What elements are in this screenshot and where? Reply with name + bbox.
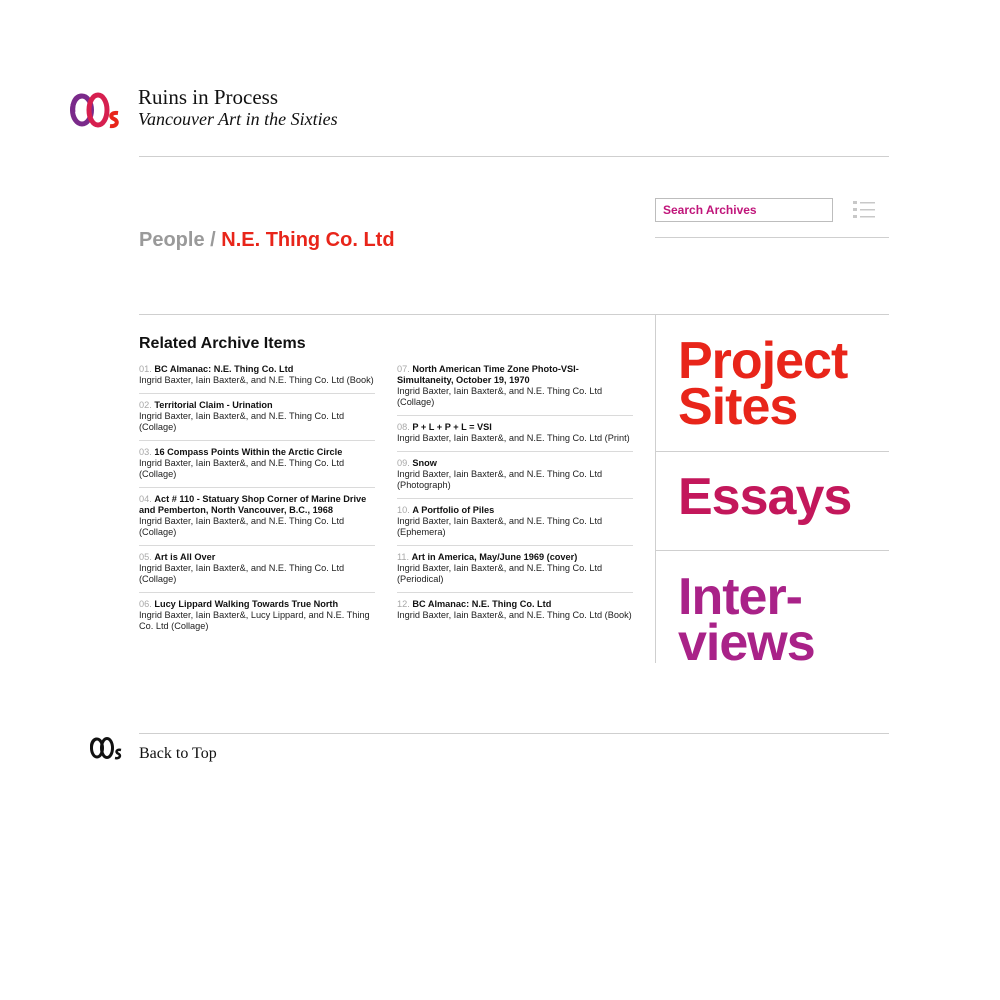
item-meta: Ingrid Baxter, Iain Baxter&, and N.E. Thing Co. Ltd (Collage) bbox=[139, 458, 345, 479]
list-item[interactable] bbox=[139, 552, 375, 593]
site-title-main: Ruins in Process bbox=[138, 85, 279, 109]
item-title[interactable]: P + L + P + L = VSI bbox=[412, 422, 492, 432]
nav-interviews-line2: views bbox=[678, 614, 815, 672]
item-meta: Ingrid Baxter, Iain Baxter&, and N.E. Thing Co. Ltd (Collage) bbox=[139, 516, 345, 537]
site-title[interactable] bbox=[138, 86, 338, 130]
logo-svg bbox=[70, 86, 120, 130]
breadcrumb-current: N.E. Thing Co. Ltd bbox=[221, 229, 395, 251]
list-item[interactable] bbox=[139, 494, 375, 546]
nav-divider-2 bbox=[656, 550, 889, 551]
list-item[interactable] bbox=[397, 458, 633, 499]
list-item[interactable] bbox=[139, 364, 375, 394]
60s-logo-icon[interactable] bbox=[70, 86, 120, 130]
list-item[interactable] bbox=[397, 599, 633, 628]
item-number: 01. bbox=[139, 364, 152, 374]
item-title[interactable]: Territorial Claim - Urination bbox=[154, 400, 273, 410]
list-menu-icon[interactable] bbox=[853, 200, 875, 220]
item-meta: Ingrid Baxter, Iain Baxter&, and N.E. Thing Co. Ltd (Book) bbox=[397, 610, 632, 620]
item-title[interactable]: Act # 110 - Statuary Shop Corner of Marine Drive and Pemberton, North Vancouver, B.C., 1968 bbox=[139, 494, 367, 515]
60s-footer-logo-icon[interactable] bbox=[90, 734, 122, 760]
item-title[interactable]: Snow bbox=[412, 458, 437, 468]
item-title[interactable]: Art is All Over bbox=[154, 552, 216, 562]
back-to-top-link[interactable]: Back to Top bbox=[139, 745, 217, 762]
item-number: 12. bbox=[397, 599, 410, 609]
nav-interviews-line1: Inter- bbox=[678, 568, 802, 626]
item-title[interactable]: Art in America, May/June 1969 (cover) bbox=[411, 552, 578, 562]
list-item[interactable] bbox=[397, 505, 633, 546]
nav-divider-1 bbox=[656, 451, 889, 452]
list-menu-svg bbox=[853, 200, 875, 220]
item-title[interactable]: A Portfolio of Piles bbox=[412, 505, 495, 515]
footer-divider bbox=[139, 733, 889, 734]
nav-essays-label: Essays bbox=[678, 468, 852, 526]
nav-project-sites[interactable] bbox=[678, 332, 848, 436]
item-number: 06. bbox=[139, 599, 152, 609]
item-meta: Ingrid Baxter, Iain Baxter&, and N.E. Thing Co. Ltd (Ephemera) bbox=[397, 516, 603, 537]
item-meta: Ingrid Baxter, Iain Baxter&, and N.E. Thing Co. Ltd (Periodical) bbox=[397, 563, 603, 584]
list-item[interactable] bbox=[139, 400, 375, 441]
header-divider bbox=[139, 156, 889, 157]
list-item[interactable] bbox=[397, 552, 633, 593]
item-meta: Ingrid Baxter, Iain Baxter&, and N.E. Thing Co. Ltd (Book) bbox=[139, 375, 374, 385]
item-title[interactable]: North American Time Zone Photo-VSI-Simultaneity, October 19, 1970 bbox=[397, 364, 579, 385]
site-subtitle: Vancouver Art in the Sixties bbox=[138, 109, 338, 129]
list-item[interactable] bbox=[139, 447, 375, 488]
item-number: 11. bbox=[397, 552, 410, 562]
breadcrumb bbox=[139, 229, 395, 252]
item-meta: Ingrid Baxter, Iain Baxter&, and N.E. Thing Co. Ltd (Photograph) bbox=[397, 469, 603, 490]
search-divider bbox=[655, 237, 889, 238]
list-item[interactable] bbox=[397, 364, 633, 416]
item-number: 07. bbox=[397, 364, 410, 374]
item-number: 03. bbox=[139, 447, 152, 457]
item-number: 08. bbox=[397, 422, 410, 432]
item-meta: Ingrid Baxter, Iain Baxter&, Lucy Lippard, and N.E. Thing Co. Ltd (Collage) bbox=[139, 610, 370, 631]
related-heading: Related Archive Items bbox=[139, 335, 306, 352]
nav-interviews[interactable] bbox=[678, 568, 815, 672]
related-list-left bbox=[139, 364, 375, 645]
nav-project-line1: Project bbox=[678, 332, 848, 390]
nav-vertical-divider bbox=[655, 315, 656, 663]
list-item[interactable] bbox=[139, 599, 375, 639]
item-title[interactable]: BC Almanac: N.E. Thing Co. Ltd bbox=[412, 599, 552, 609]
content-divider bbox=[139, 314, 889, 315]
item-meta: Ingrid Baxter, Iain Baxter&, and N.E. Thing Co. Ltd (Collage) bbox=[397, 386, 603, 407]
item-number: 02. bbox=[139, 400, 152, 410]
item-number: 05. bbox=[139, 552, 152, 562]
item-title[interactable]: BC Almanac: N.E. Thing Co. Ltd bbox=[154, 364, 294, 374]
nav-project-line2: Sites bbox=[678, 378, 798, 436]
item-meta: Ingrid Baxter, Iain Baxter&, and N.E. Thing Co. Ltd (Collage) bbox=[139, 563, 345, 584]
list-item[interactable] bbox=[397, 422, 633, 452]
item-number: 04. bbox=[139, 494, 152, 504]
item-number: 10. bbox=[397, 505, 410, 515]
breadcrumb-people[interactable]: People bbox=[139, 229, 205, 251]
item-title[interactable]: Lucy Lippard Walking Towards True North bbox=[154, 599, 339, 609]
nav-essays[interactable] bbox=[678, 468, 852, 526]
breadcrumb-separator: / bbox=[204, 229, 222, 251]
related-list-right bbox=[397, 364, 633, 634]
item-number: 09. bbox=[397, 458, 410, 468]
item-title[interactable]: 16 Compass Points Within the Arctic Circle bbox=[154, 447, 343, 457]
footer-logo-svg bbox=[90, 734, 122, 760]
item-meta: Ingrid Baxter, Iain Baxter&, and N.E. Thing Co. Ltd (Print) bbox=[397, 433, 630, 443]
search-input[interactable] bbox=[655, 198, 833, 222]
item-meta: Ingrid Baxter, Iain Baxter&, and N.E. Thing Co. Ltd (Collage) bbox=[139, 411, 345, 432]
